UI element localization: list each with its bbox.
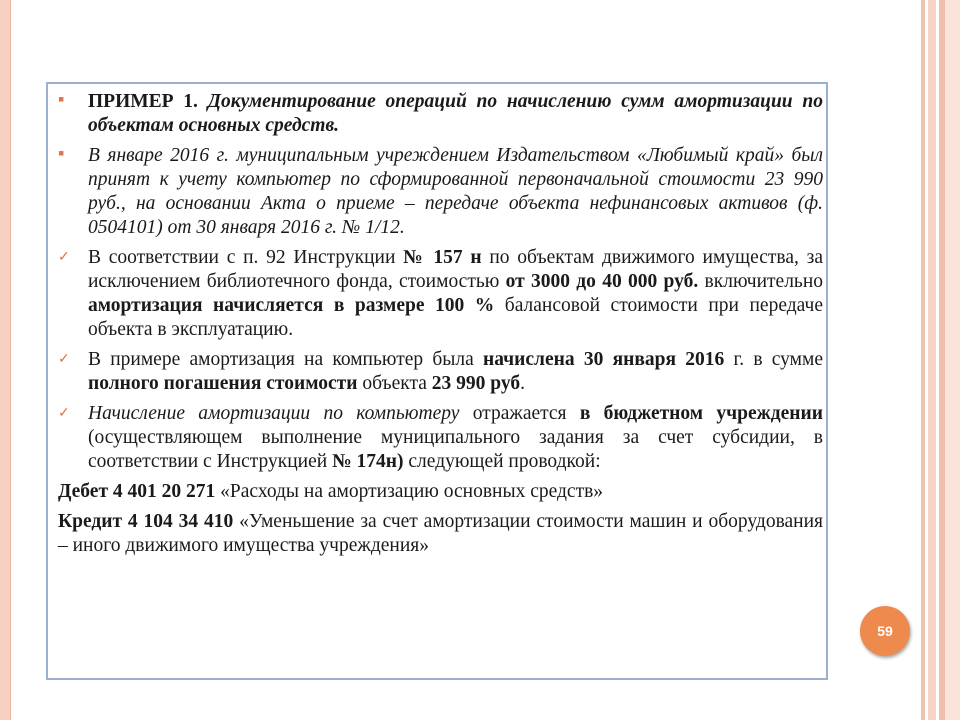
list-item-instruction-157 [58,246,823,342]
list-item-budget-entry [58,402,823,474]
example-title: Документирование операций по начислению сумм амортизации по объектам основных средств. [88,91,823,136]
text-span: В примере амортизация на компьютер была [88,349,483,370]
slide-number-badge: 59 [860,606,910,656]
credit-text: «Уменьшение за счет амортизации стоимости машин и оборудования – иного движимого имущества учреждения» [58,511,824,556]
list-item-accrual-example [58,348,823,396]
bold-span: от 3000 до 40 000 руб. [505,271,699,292]
bold-span: начислена 30 января 2016 [482,349,725,370]
checkmark-bullet-icon: ✓ [58,352,70,367]
credit-code: Кредит 4 104 34 410 [58,511,234,532]
bold-span: 23 990 руб [431,373,521,394]
italic-span: Начисление амортизации по компьютеру [88,403,460,424]
text-span: (осуществляющем выполнение муниципального задания за счет субсидии, в соответствии с Инструкцией [88,427,823,472]
list-item-example-title [58,90,823,138]
square-bullet-icon: ▪ [58,89,65,109]
example-label: ПРИМЕР 1. [88,91,208,112]
text-span: балансовой стоимости при передаче объекта в эксплуатацию. [88,295,823,340]
text-span: . [520,373,525,394]
bold-span: № 174н) [332,451,404,472]
text-span: В соответствии с п. 92 Инструкции [88,247,404,268]
slide-content [58,90,823,564]
square-bullet-icon: ▪ [58,143,65,163]
bold-span: полного погашения стоимости [88,373,358,394]
text-span: объекта [357,373,432,394]
credit-entry [58,510,823,558]
scenario-text: В январе 2016 г. муниципальным учреждением Издательством «Любимый край» был принят к учету компьютер по сформированной первоначальной стоимости 23 990 руб., на основании Акта о приеме – передаче объекта нефинансовых активов (ф. 0504101) от 30 января 2016 г. № 1/12. [88,145,823,238]
debit-text: «Расходы на амортизацию основных средств» [215,481,604,502]
text-span: следующей проводкой: [403,451,601,472]
debit-code: Дебет 4 401 20 271 [58,481,216,502]
bold-span: № 157 н [403,247,482,268]
list-item-scenario [58,144,823,240]
left-frame-stripe [0,0,11,720]
text-span: г. в сумме [724,349,823,370]
text-span: отражается [459,403,580,424]
bold-span: в бюджетном учреждении [579,403,823,424]
bold-span: амортизация начисляется в размере 100 % [88,295,495,316]
right-frame-stripes [918,0,960,720]
debit-entry [58,480,823,504]
checkmark-bullet-icon: ✓ [58,406,70,421]
checkmark-bullet-icon: ✓ [58,250,70,265]
text-span: включительно [698,271,824,292]
text-span: по объектам движимого имущества, за исключением библиотечного фонда, стоимостью [88,247,823,292]
